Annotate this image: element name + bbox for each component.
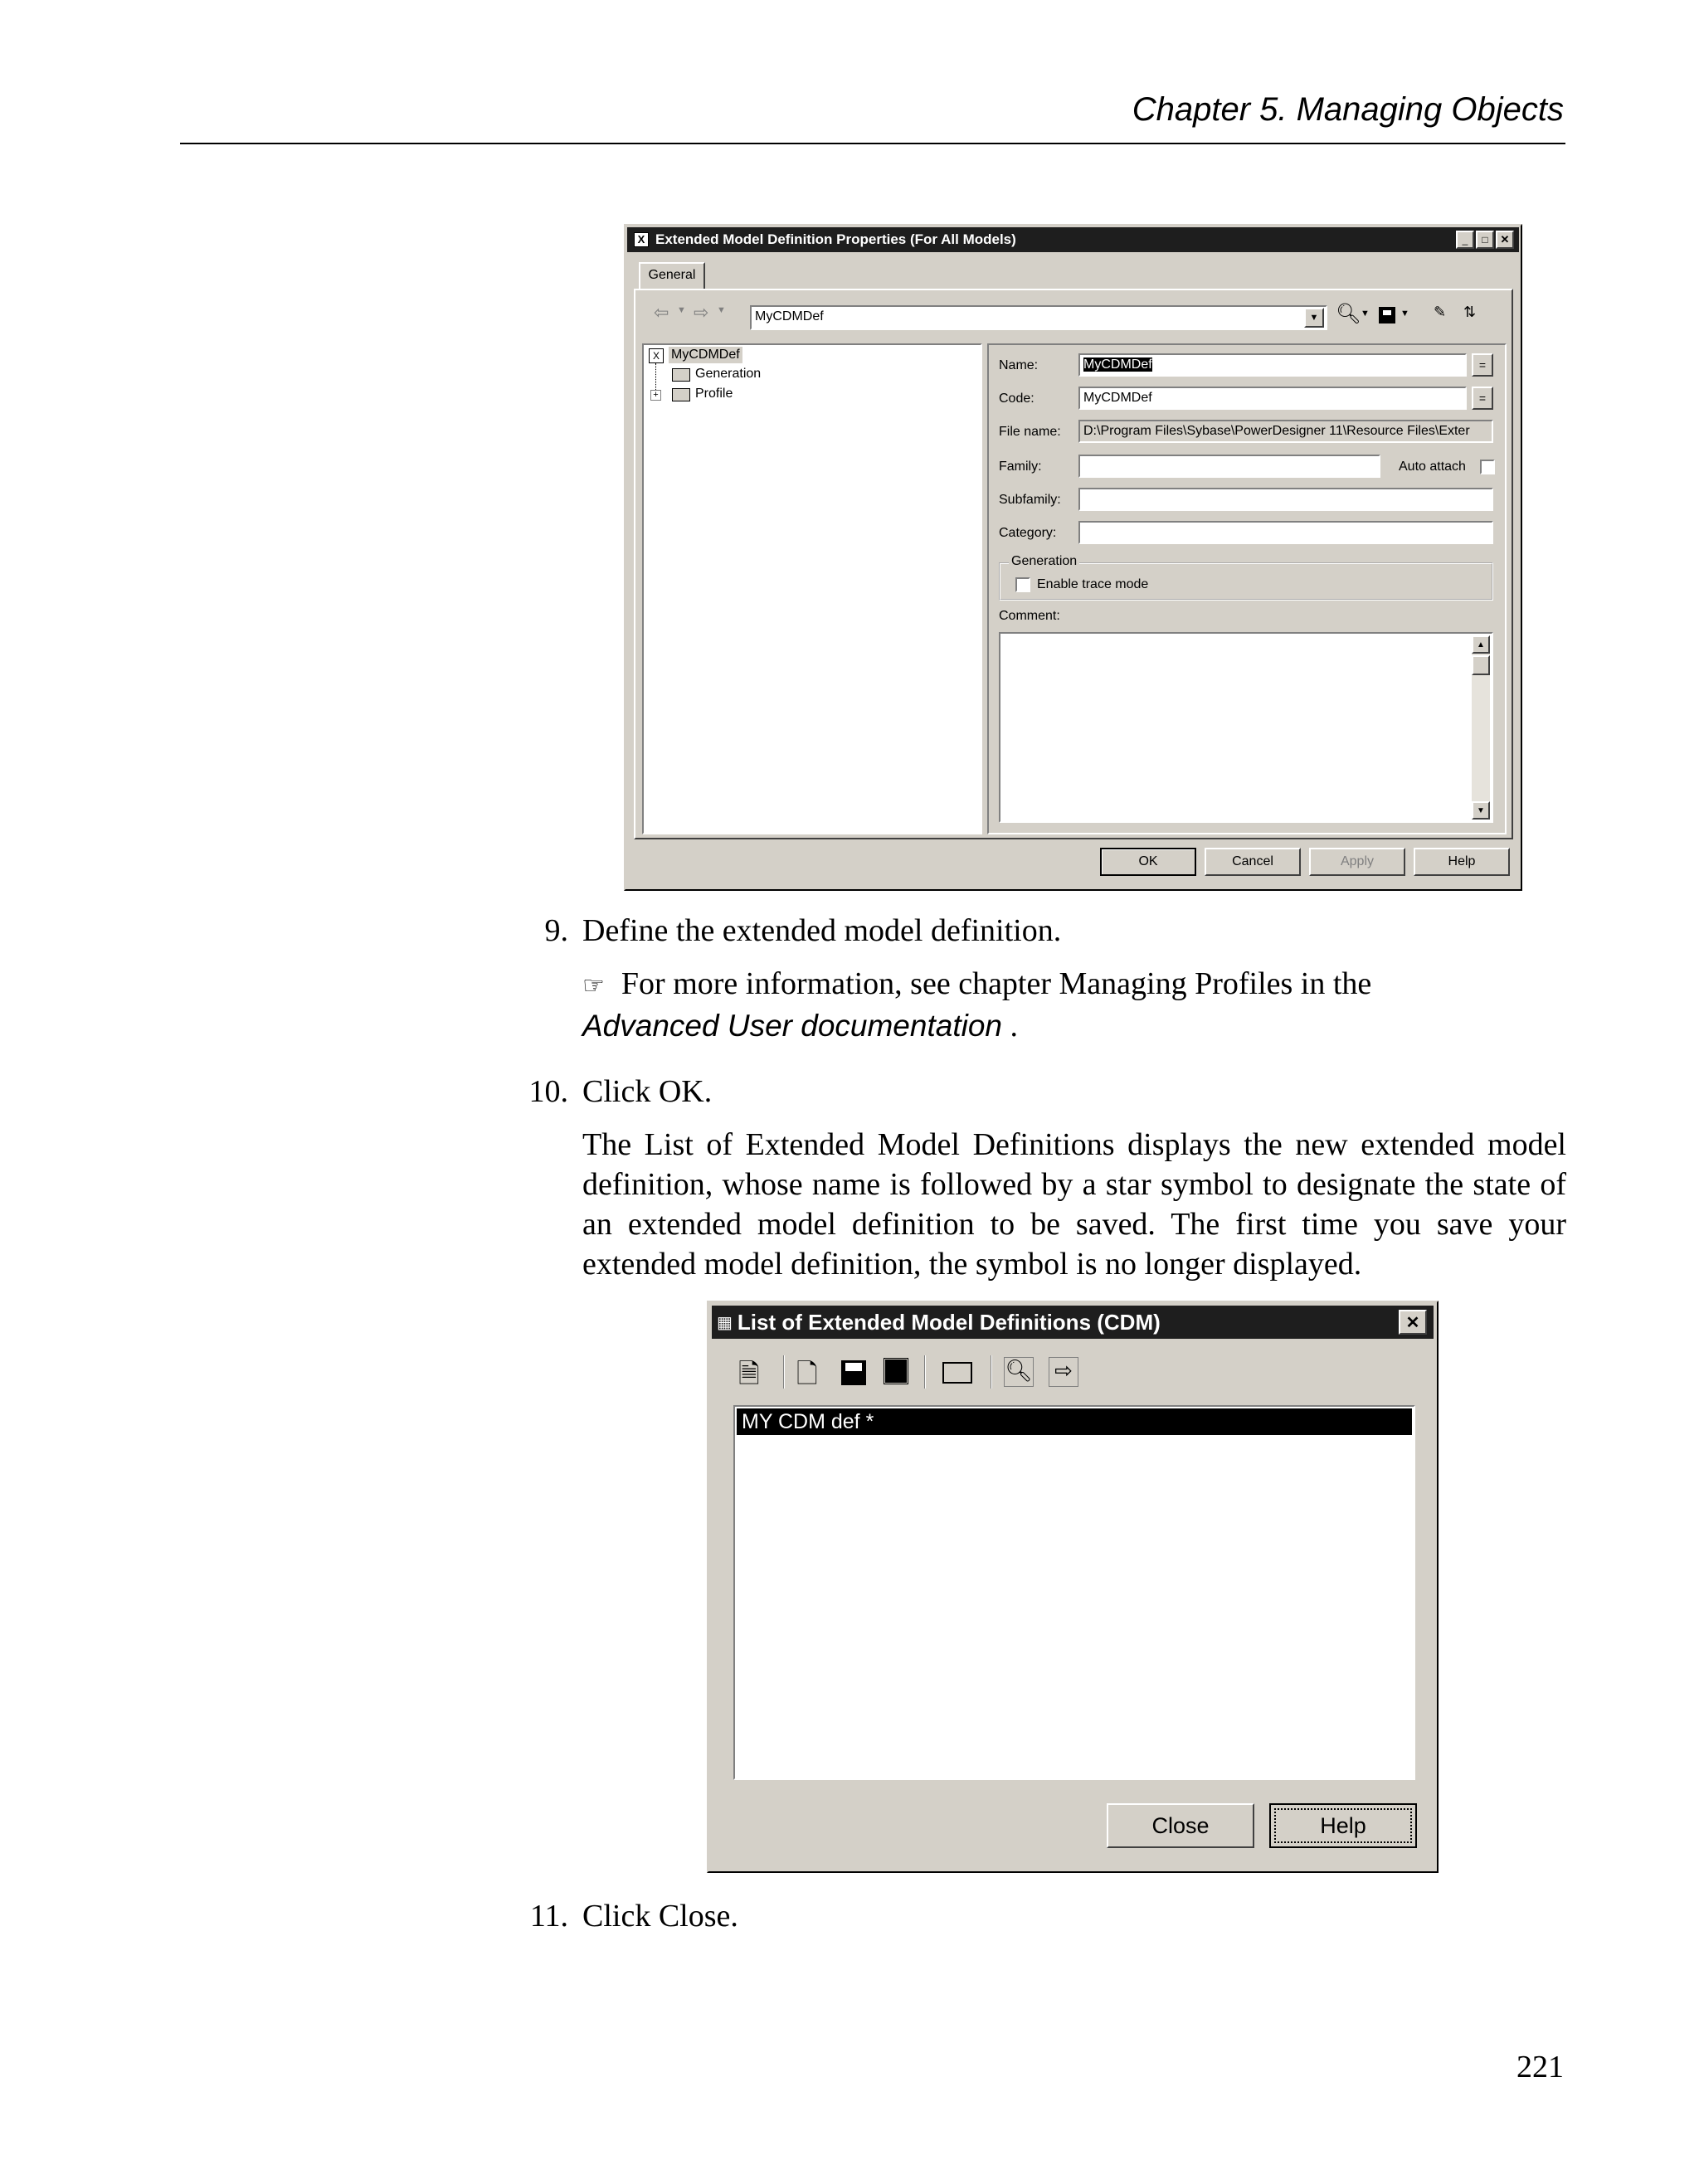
note-text: For more information, see chapter Managing Profiles in the [621, 966, 1372, 1001]
toolbar-separator [924, 1355, 926, 1389]
maximize-button[interactable]: □ [1476, 231, 1494, 249]
extended-model-list-dialog [707, 1301, 1439, 1873]
file-name-label: File name: [999, 425, 1061, 439]
find-dropdown-icon[interactable]: ▼ [1361, 309, 1370, 319]
forward-arrow-icon[interactable]: ⇨ [694, 302, 709, 323]
family-label: Family: [999, 460, 1042, 474]
dialog-title: List of Extended Model Definitions (CDM) [737, 1309, 1161, 1335]
folder-icon [672, 368, 690, 382]
comment-label: Comment: [999, 609, 1060, 623]
auto-attach-label: Auto attach [1399, 460, 1466, 474]
tab-general[interactable]: General [639, 262, 705, 289]
tree-root-item[interactable]: MyCDMDef [669, 347, 742, 363]
close-dialog-button[interactable]: Close [1107, 1803, 1254, 1848]
properties-icon[interactable]: 🗎 [738, 1359, 760, 1389]
name-field[interactable] [1078, 353, 1467, 377]
code-label: Code: [999, 392, 1034, 406]
minimize-button[interactable]: _ [1456, 231, 1474, 249]
sort-icon[interactable]: ⇅ [1463, 304, 1477, 320]
tree-item-profile[interactable]: Profile [695, 387, 733, 401]
export-icon[interactable]: ⇨ [1049, 1357, 1078, 1387]
generation-group-label: Generation [1009, 554, 1079, 569]
folder-icon[interactable] [942, 1362, 972, 1384]
note-suffix: . [1001, 1009, 1018, 1043]
find-icon[interactable]: 🔍︎ [1336, 303, 1361, 325]
step-11-number: 11. [529, 1899, 568, 1933]
apply-button[interactable]: Apply [1309, 848, 1405, 876]
step-9-text: Define the extended model definition. [582, 913, 1062, 948]
file-name-field: D:\Program Files\Sybase\PowerDesigner 11\Resource Files\Exter [1078, 420, 1493, 443]
page-number: 221 [1516, 2050, 1564, 2084]
comment-field[interactable] [999, 632, 1493, 823]
back-arrow-icon[interactable]: ⇦ [654, 302, 669, 323]
explanation-paragraph: The List of Extended Model Definitions displays the new extended model definition, whose name is followed by a star symbol to designate the state of an extended model definition to be saved. The first time you save your extended model definition, the symbol is no longer displayed. [582, 1127, 1566, 1282]
list-item[interactable]: MY CDM def * [737, 1408, 1412, 1435]
list-app-icon: ▦ [717, 1313, 733, 1332]
close-button[interactable]: ✕ [1496, 231, 1514, 249]
chapter-header: Chapter 5. Managing Objects [1132, 91, 1564, 128]
toolbar-separator [991, 1355, 992, 1389]
trace-mode-label: Enable trace mode [1037, 577, 1149, 591]
scroll-thumb[interactable] [1472, 655, 1490, 675]
scroll-down-button[interactable]: ▼ [1472, 801, 1490, 820]
note-emphasis: Advanced User documentation [582, 1009, 1002, 1043]
step-9-number: 9. [544, 913, 568, 948]
cancel-button[interactable]: Cancel [1205, 848, 1301, 876]
find-icon[interactable]: 🔍︎ [1004, 1357, 1034, 1387]
title-bar [627, 227, 1519, 252]
name-label: Name: [999, 358, 1039, 372]
step-10-number: 10. [528, 1074, 568, 1109]
help-button[interactable]: Help [1414, 848, 1510, 876]
tree-pane [642, 343, 982, 834]
step-11-text: Click Close. [582, 1899, 738, 1933]
close-button[interactable]: ✕ [1399, 1310, 1427, 1335]
note-block [582, 964, 1561, 1046]
save-all-icon[interactable] [883, 1357, 909, 1385]
step-10-text: Click OK. [582, 1074, 713, 1109]
extended-model-properties-dialog [624, 224, 1522, 891]
family-field[interactable] [1078, 455, 1380, 478]
category-label: Category: [999, 526, 1057, 540]
spell-check-icon[interactable]: ✎ [1434, 304, 1447, 320]
tree-item-generation[interactable]: Generation [695, 367, 762, 381]
name-value: MyCDMDef [1083, 358, 1152, 372]
category-field[interactable] [1078, 521, 1493, 544]
save-icon[interactable] [1379, 307, 1395, 323]
subfamily-field[interactable] [1078, 488, 1493, 511]
code-equals-button[interactable]: = [1472, 387, 1493, 410]
new-icon[interactable]: 🗋 [796, 1359, 818, 1389]
help-button[interactable]: Help [1269, 1803, 1417, 1848]
tree-root-icon: X [649, 348, 664, 363]
scroll-up-button[interactable]: ▲ [1472, 635, 1490, 654]
save-dropdown-icon[interactable]: ▼ [1400, 309, 1409, 319]
header-rule [180, 143, 1565, 144]
code-field[interactable]: MyCDMDef [1078, 387, 1467, 410]
forward-dropdown-icon[interactable]: ▼ [717, 305, 726, 315]
ok-button[interactable]: OK [1100, 848, 1196, 876]
object-combo[interactable]: MyCDMDef [750, 305, 1327, 330]
combo-dropdown-button[interactable]: ▼ [1304, 308, 1324, 328]
toolbar-separator [783, 1355, 785, 1389]
dialog-title: Extended Model Definition Properties (For All Models) [655, 231, 1016, 247]
auto-attach-checkbox[interactable] [1480, 460, 1495, 474]
subfamily-label: Subfamily: [999, 493, 1061, 507]
title-bar [712, 1306, 1434, 1339]
app-icon: X [634, 232, 649, 247]
folder-icon [672, 388, 690, 401]
definition-list [733, 1405, 1415, 1780]
name-equals-button[interactable]: = [1472, 353, 1493, 377]
pointing-hand-icon: ☞ [582, 971, 605, 1000]
back-dropdown-icon[interactable]: ▼ [677, 305, 686, 315]
save-icon[interactable] [841, 1360, 866, 1385]
expand-icon[interactable]: + [650, 390, 661, 401]
trace-mode-checkbox[interactable] [1015, 577, 1030, 592]
